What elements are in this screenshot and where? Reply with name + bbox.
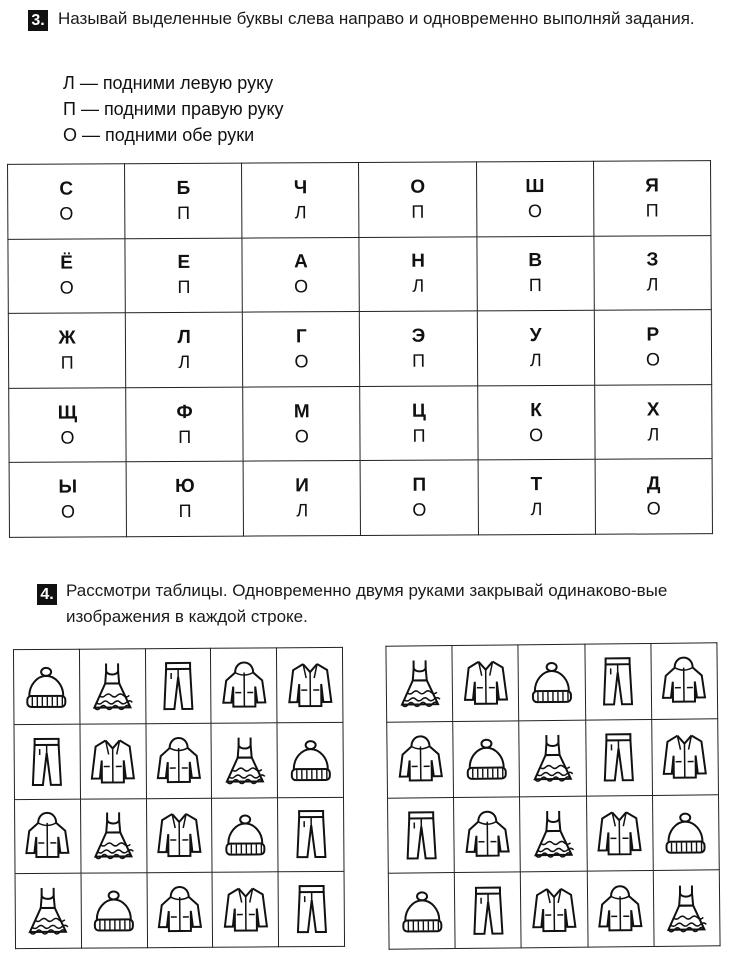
jacket-icon: [525, 880, 584, 939]
letter-cell: [594, 310, 712, 385]
letter-cell: [360, 386, 478, 461]
pants-icon: [589, 652, 648, 711]
clothes-cell: [386, 646, 453, 722]
clothes-cell: [277, 647, 343, 722]
hand-code: П: [412, 425, 426, 446]
hand-code: О: [412, 499, 427, 520]
hand-code: П: [60, 352, 74, 373]
jacket-icon: [656, 727, 715, 786]
clothes-cell: [80, 798, 146, 873]
highlighted-letter: С: [59, 178, 74, 200]
highlighted-letter: Щ: [57, 402, 78, 424]
clothes-cell: [518, 644, 585, 720]
clothes-cell: [278, 872, 344, 947]
parka-icon: [655, 652, 714, 711]
task-3-number: 3.: [28, 10, 48, 31]
letters-row: [8, 235, 711, 313]
clothes-cell: [586, 795, 653, 871]
pants-icon: [282, 805, 340, 863]
hat-icon: [85, 881, 143, 939]
hat-icon: [522, 653, 581, 712]
hand-code: О: [646, 498, 661, 519]
clothes-cell: [585, 719, 652, 795]
clothes-cell: [212, 872, 278, 947]
letters-table: [7, 160, 713, 538]
highlighted-letter: Н: [411, 251, 426, 273]
clothes-cell: [211, 648, 277, 723]
hand-code: Л: [412, 276, 425, 297]
hand-code: О: [293, 276, 309, 297]
letter-cell: [478, 460, 596, 535]
highlighted-letter: Ж: [58, 327, 76, 349]
hand-code: П: [178, 426, 192, 447]
letter-cell: [593, 161, 711, 236]
highlighted-letter: И: [295, 475, 309, 497]
highlighted-letter: З: [646, 249, 659, 271]
hand-code: Л: [647, 424, 660, 445]
highlighted-letter: Ч: [293, 177, 308, 199]
clothes-cell: [652, 794, 719, 870]
clothes-row: [15, 872, 345, 949]
clothes-row: [13, 647, 343, 724]
letter-cell: [242, 237, 360, 312]
clothes-cell: [13, 649, 79, 724]
hat-icon: [457, 730, 516, 789]
letter-cell: [594, 384, 712, 459]
clothes-cell: [15, 799, 81, 874]
letter-cell: [243, 461, 361, 536]
letters-row: [8, 161, 711, 239]
letter-cell: [595, 459, 713, 534]
hand-code: О: [527, 200, 543, 221]
clothes-cell: [388, 797, 455, 873]
clothes-cell: [211, 723, 277, 798]
letter-cell: [477, 310, 595, 385]
highlighted-letter: К: [530, 399, 542, 421]
highlighted-letter: А: [294, 251, 308, 273]
hat-icon: [216, 806, 274, 864]
letter-cell: [243, 312, 361, 387]
highlighted-letter: Д: [646, 473, 661, 495]
pants-icon: [589, 728, 648, 787]
clothes-cell: [521, 871, 588, 947]
clothes-grid-left: [13, 647, 345, 949]
task-4-number: 4.: [37, 584, 57, 605]
legend-both-hands: О — подними обе руки: [63, 125, 255, 145]
letter-cell: [8, 313, 126, 388]
clothes-cell: [79, 649, 145, 724]
letter-cell: [8, 238, 126, 313]
clothes-cell: [453, 721, 520, 797]
hand-code: О: [60, 427, 75, 448]
dress-icon: [215, 731, 273, 789]
highlighted-letter: В: [528, 250, 543, 272]
clothes-cell: [146, 798, 212, 873]
clothes-cell: [587, 871, 654, 947]
letter-cell: [594, 235, 712, 310]
clothes-cell: [387, 721, 454, 797]
clothes-cell: [212, 797, 278, 872]
highlighted-letter: Л: [177, 326, 191, 348]
highlighted-letter: Б: [176, 177, 191, 199]
letter-cell: [126, 461, 244, 536]
letter-cell: [243, 386, 361, 461]
hand-code: Л: [646, 274, 659, 295]
highlighted-letter: Ы: [58, 476, 78, 498]
clothes-row: [387, 719, 719, 798]
clothes-cell: [651, 643, 718, 719]
hand-code: П: [176, 202, 191, 223]
hand-code: О: [529, 424, 544, 445]
jacket-icon: [216, 880, 274, 938]
clothes-row: [386, 643, 718, 722]
hand-code: О: [294, 425, 309, 446]
highlighted-letter: Ц: [411, 400, 426, 422]
clothes-cell: [278, 797, 344, 872]
clothes-row: [388, 794, 720, 873]
hand-code: О: [59, 203, 74, 224]
dress-icon: [524, 805, 583, 864]
jacket-icon: [150, 806, 208, 864]
pants-icon: [18, 732, 76, 790]
dress-icon: [390, 654, 449, 713]
highlighted-letter: Э: [411, 325, 426, 347]
clothes-cell: [388, 873, 455, 949]
clothes-cell: [519, 720, 586, 796]
legend-left-hand: Л — подними левую руку: [63, 73, 274, 93]
hat-icon: [392, 882, 451, 941]
highlighted-letter: Е: [177, 252, 191, 274]
parka-icon: [150, 731, 208, 789]
letter-cell: [125, 312, 243, 387]
letter-cell: [361, 460, 479, 535]
highlighted-letter: Р: [646, 324, 660, 346]
highlighted-letter: Ё: [60, 252, 74, 274]
hand-code: О: [645, 349, 661, 370]
parka-icon: [151, 881, 209, 939]
clothes-cell: [146, 723, 212, 798]
pants-icon: [149, 657, 207, 715]
clothes-cell: [653, 870, 720, 946]
clothes-cell: [145, 648, 211, 723]
clothes-cell: [584, 643, 651, 719]
dress-icon: [523, 729, 582, 788]
hand-code: П: [412, 350, 426, 371]
hand-code: Л: [178, 351, 191, 372]
jacket-icon: [281, 656, 339, 714]
pants-icon: [459, 881, 518, 940]
hand-code: О: [59, 277, 74, 298]
parka-icon: [591, 880, 650, 939]
clothes-row: [15, 797, 345, 874]
letter-cell: [476, 161, 594, 236]
highlighted-letter: П: [412, 474, 427, 496]
jacket-icon: [456, 654, 515, 713]
letter-cell: [125, 238, 243, 313]
letter-cell: [9, 462, 127, 537]
hand-code: О: [294, 351, 309, 372]
dress-icon: [657, 879, 716, 938]
clothes-cell: [81, 873, 147, 948]
hand-code: Л: [529, 350, 542, 371]
highlighted-letter: Ю: [175, 476, 195, 498]
letter-cell: [242, 163, 360, 238]
clothes-cell: [454, 872, 521, 948]
highlighted-letter: М: [293, 400, 310, 422]
highlighted-letter: Г: [295, 326, 307, 348]
highlighted-letter: Т: [530, 474, 543, 496]
letter-cell: [477, 385, 595, 460]
letter-cell: [360, 311, 478, 386]
letters-row: [9, 459, 712, 537]
clothes-cell: [80, 723, 146, 798]
clothes-cell: [651, 719, 718, 795]
legend-right-hand: П — подними правую руку: [63, 99, 284, 119]
clothes-row: [388, 870, 720, 949]
hand-code: П: [411, 201, 425, 222]
dress-icon: [83, 657, 141, 715]
clothes-grid-right: [385, 642, 720, 949]
letter-cell: [9, 388, 127, 463]
highlighted-letter: У: [529, 325, 542, 347]
highlighted-letter: О: [410, 176, 426, 198]
clothes-cell: [147, 873, 213, 948]
clothes-cell: [520, 796, 587, 872]
hand-code: П: [177, 277, 191, 298]
jacket-icon: [590, 804, 649, 863]
task-4-instruction: Рассмотри таблицы. Одновременно двумя руками закрывай одинаково-вые изображения в каждой строке.: [66, 581, 668, 626]
clothes-cell: [454, 796, 521, 872]
hand-code: Л: [296, 500, 309, 521]
highlighted-letter: Ш: [525, 175, 545, 197]
parka-icon: [458, 805, 517, 864]
clothes-cell: [277, 722, 343, 797]
task-3-instruction: Называй выделенные буквы слева направо и одновременно выполняй задания.: [58, 9, 695, 28]
letter-cell: [125, 163, 243, 238]
hand-code: Л: [530, 499, 543, 520]
clothes-cell: [15, 873, 81, 948]
highlighted-letter: Ф: [176, 401, 193, 423]
letter-cell: [8, 164, 126, 239]
dress-icon: [19, 882, 77, 940]
parka-icon: [215, 656, 273, 714]
clothes-row: [14, 722, 344, 799]
letter-cell: [477, 236, 595, 311]
hat-icon: [17, 658, 75, 716]
highlighted-letter: Я: [645, 175, 659, 197]
hand-code: П: [528, 275, 542, 296]
highlighted-letter: Х: [646, 399, 660, 421]
letter-cell: [359, 236, 477, 311]
pants-icon: [392, 806, 451, 865]
pants-icon: [282, 880, 340, 938]
hand-code: П: [178, 501, 192, 522]
clothes-cell: [452, 645, 519, 721]
letters-row: [8, 310, 711, 388]
letter-cell: [126, 387, 244, 462]
clothes-cell: [14, 724, 80, 799]
parka-icon: [391, 730, 450, 789]
hand-code: Л: [294, 202, 307, 223]
task-3-legend: [63, 70, 284, 148]
hand-code: П: [645, 200, 659, 221]
letter-cell: [359, 162, 477, 237]
letters-row: [9, 384, 712, 462]
hat-icon: [281, 731, 339, 789]
hand-code: О: [60, 501, 75, 522]
hat-icon: [656, 803, 715, 862]
jacket-icon: [84, 732, 142, 790]
dress-icon: [84, 807, 142, 865]
parka-icon: [18, 807, 76, 865]
